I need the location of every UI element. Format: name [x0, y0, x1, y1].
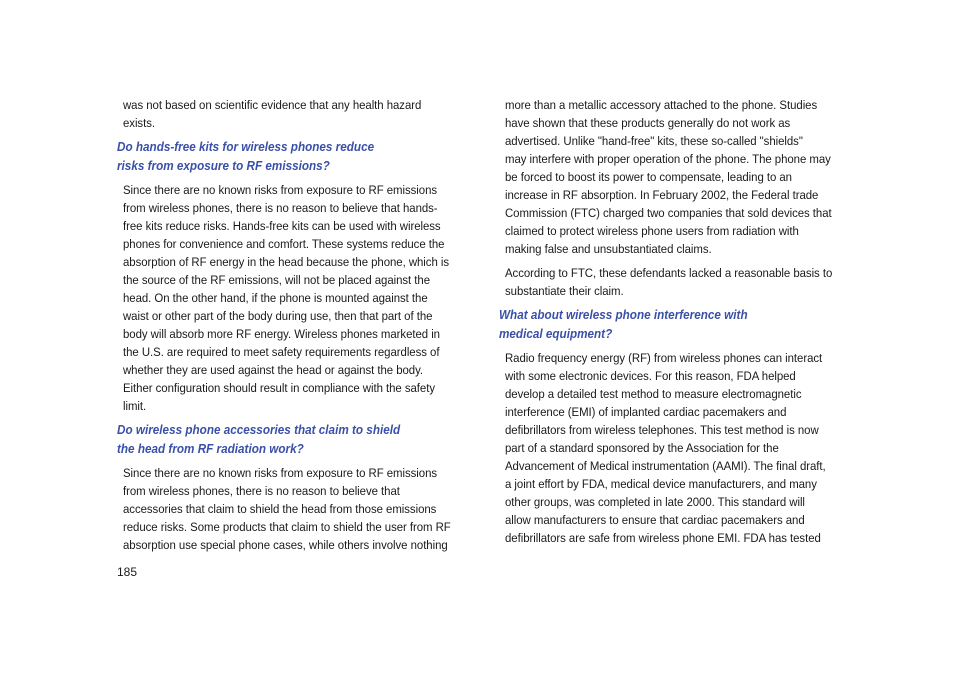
- text-line: Since there are no known risks from exposure to RF emissions: [123, 183, 438, 197]
- text-line: defibrillators from wireless telephones. This test method is now: [505, 423, 819, 437]
- text-line: Commission (FTC) charged two companies that sold devices that: [505, 206, 832, 220]
- left-column: [117, 96, 467, 560]
- text-line: increase in RF absorption. In February 2002, the Federal trade: [505, 188, 819, 202]
- text-line: defibrillators are safe from wireless phone EMI. FDA has tested: [505, 531, 821, 545]
- text-line: body will absorb more RF energy. Wireless phones marketed in: [123, 327, 440, 341]
- paragraph-hands-free-kits: [123, 181, 471, 415]
- text-line: medical equipment?: [499, 327, 613, 341]
- paragraph-medical-interference: [505, 349, 853, 547]
- section-heading-medical-interference: [499, 306, 849, 344]
- text-line: the source of the RF emissions, will not be placed against the: [123, 273, 431, 287]
- text-line: absorption of RF energy in the head because the phone, which is: [123, 255, 450, 269]
- text-line: Since there are no known risks from exposure to RF emissions: [123, 466, 438, 480]
- text-line: from wireless phones, there is no reason to believe that: [123, 484, 400, 498]
- paragraph-continuation: [123, 96, 471, 132]
- text-line: advertised. Unlike "hand-free" kits, these so-called "shields": [505, 134, 803, 148]
- text-line: be forced to boost its power to compensate, leading to an: [505, 170, 792, 184]
- paragraph-shield-continuation: [505, 96, 853, 258]
- section-heading-hands-free-kits: [117, 138, 467, 176]
- text-line: from wireless phones, there is no reason to believe that hands-: [123, 201, 438, 215]
- text-line: waist or other part of the body during use, then that part of the: [123, 309, 433, 323]
- text-line: risks from exposure to RF emissions?: [117, 159, 330, 173]
- text-line: allow manufacturers to ensure that cardiac pacemakers and: [505, 513, 805, 527]
- text-line: claimed to protect wireless phone users from radiation with: [505, 224, 799, 238]
- text-line: whether they are used against the head or against the body.: [123, 363, 424, 377]
- text-line: substantiate their claim.: [505, 284, 624, 298]
- text-line: may interfere with proper operation of the phone. The phone may: [505, 152, 831, 166]
- text-line: develop a detailed test method to measure electromagnetic: [505, 387, 802, 401]
- section-heading-shield-accessories: [117, 421, 467, 459]
- page-number: 185: [117, 565, 138, 579]
- text-line: was not based on scientific evidence that any health hazard: [123, 98, 422, 112]
- text-line: limit.: [123, 399, 147, 413]
- text-line: making false and unsubstantiated claims.: [505, 242, 712, 256]
- text-line: Do wireless phone accessories that claim to shield: [117, 423, 401, 437]
- text-line: more than a metallic accessory attached to the phone. Studies: [505, 98, 818, 112]
- text-line: part of a standard sponsored by the Association for the: [505, 441, 779, 455]
- text-line: the U.S. are required to meet safety requirements regardless of: [123, 345, 440, 359]
- text-line: other groups, was completed in late 2000. This standard will: [505, 495, 805, 509]
- text-line: What about wireless phone interference with: [499, 308, 748, 322]
- text-line: a joint effort by FDA, medical device manufacturers, and many: [505, 477, 817, 491]
- text-line: Advancement of Medical instrumentation (AAMI). The final draft,: [505, 459, 826, 473]
- text-line: accessories that claim to shield the head from those emissions: [123, 502, 437, 516]
- text-line: Either configuration should result in compliance with the safety: [123, 381, 435, 395]
- text-line: Radio frequency energy (RF) from wireless phones can interact: [505, 351, 823, 365]
- paragraph-ftc: [505, 264, 853, 300]
- text-line: According to FTC, these defendants lacked a reasonable basis to: [505, 266, 833, 280]
- text-line: free kits reduce risks. Hands-free kits can be used with wireless: [123, 219, 441, 233]
- text-line: with some electronic devices. For this reason, FDA helped: [505, 369, 796, 383]
- paragraph-shield-accessories: [123, 464, 471, 554]
- text-line: Do hands-free kits for wireless phones reduce: [117, 140, 375, 154]
- right-column: [499, 96, 849, 553]
- text-line: interference (EMI) of implanted cardiac pacemakers and: [505, 405, 787, 419]
- text-line: absorption use special phone cases, while others involve nothing: [123, 538, 448, 552]
- text-line: the head from RF radiation work?: [117, 442, 304, 456]
- text-line: phones for convenience and comfort. These systems reduce the: [123, 237, 445, 251]
- text-line: have shown that these products generally do not work as: [505, 116, 791, 130]
- text-line: exists.: [123, 116, 155, 130]
- text-line: reduce risks. Some products that claim to shield the user from RF: [123, 520, 451, 534]
- text-line: head. On the other hand, if the phone is mounted against the: [123, 291, 428, 305]
